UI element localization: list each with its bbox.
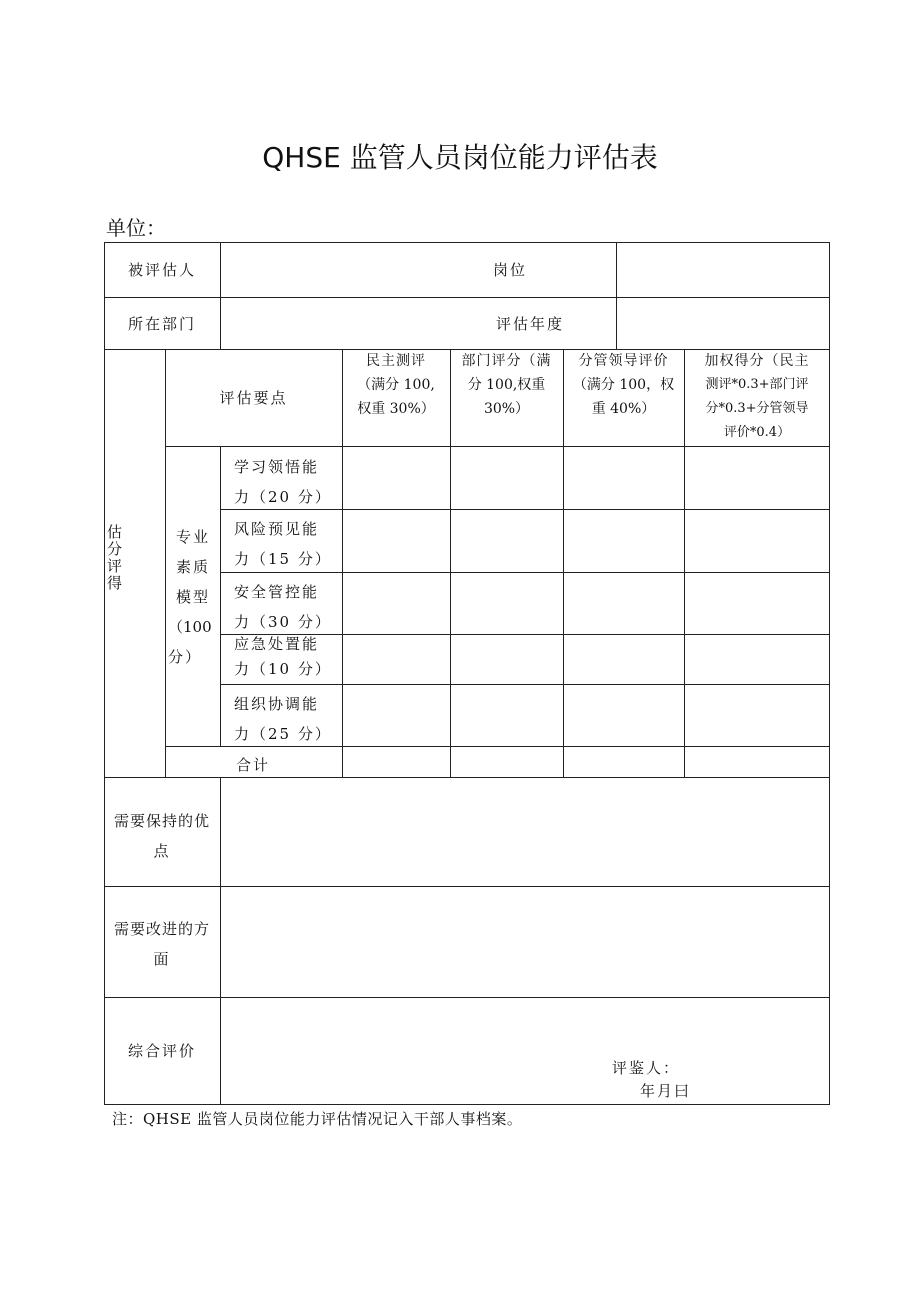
model-label: [168, 522, 220, 672]
item-row-1: [234, 452, 332, 512]
header-line: 30%）: [483, 401, 530, 417]
department-label: 所在部门: [127, 315, 196, 333]
grid-line: [616, 242, 617, 349]
header-line: 测评*0.3+部门评: [705, 377, 809, 392]
improvements-line: 面: [153, 950, 171, 968]
grid-line: [220, 777, 221, 1104]
item-label: 组织协调能: [234, 695, 320, 713]
header-line: 评价*0.4）: [723, 425, 791, 440]
item-row-4: [234, 632, 332, 682]
header-line: 分*0.3+分管领导: [705, 401, 809, 416]
item-row-3: [234, 577, 332, 637]
model-line: 分）: [168, 648, 203, 666]
header-line: （满分 100,: [357, 377, 435, 393]
leader-header: [563, 349, 684, 421]
grid-line: [220, 684, 830, 685]
header-line: 权重 30%）: [357, 401, 435, 417]
grid-line: [165, 349, 166, 777]
section-label-text: 估分评得: [107, 523, 123, 592]
header-line: 民主测评: [366, 353, 426, 369]
points-header: 评估要点: [219, 389, 288, 407]
grid-line: [220, 446, 221, 746]
model-line: 模型: [176, 588, 211, 606]
improvements-label: [104, 914, 220, 974]
strengths-line: 点: [153, 842, 171, 860]
item-label: 力（20 分）: [234, 488, 332, 506]
footer-note: 注：QHSE 监管人员岗位能力评估情况记入干部人事档案。: [112, 1110, 523, 1128]
grid-line: [104, 242, 105, 1105]
position-label: 岗位: [492, 261, 527, 279]
democratic-header: [342, 349, 450, 421]
item-label: 力（25 分）: [234, 725, 332, 743]
section-label: [107, 524, 127, 592]
unit-label: 单位：: [106, 216, 166, 240]
year-label: 评估年度: [495, 315, 564, 333]
model-line: 素质: [176, 558, 211, 576]
grid-line: [104, 997, 830, 998]
grid-line: [104, 1104, 830, 1105]
date-label: 年月曰: [640, 1082, 692, 1100]
header-line: 分 100,权重: [467, 377, 546, 393]
item-label: 力（10 分）: [234, 660, 332, 678]
grid-line: [104, 777, 830, 778]
item-label: 力（30 分）: [234, 613, 332, 631]
evaluatee-label: 被评估人: [127, 261, 196, 279]
total-label: 合计: [236, 756, 271, 774]
item-row-2: [234, 514, 332, 574]
header-line: 重 40%）: [591, 401, 656, 417]
header-line: 分管领导评价: [578, 353, 669, 369]
grid-line: [165, 446, 830, 447]
item-label: 安全管控能: [234, 583, 320, 601]
grid-line: [104, 297, 830, 298]
weighted-header: [684, 349, 830, 445]
evaluator-label: 评鉴人：: [612, 1059, 681, 1077]
item-label: 学习领悟能: [234, 458, 320, 476]
grid-line: [104, 242, 830, 243]
item-row-5: [234, 689, 332, 749]
header-line: 加权得分（民主: [704, 353, 810, 369]
header-line: 部门评分（满: [461, 353, 552, 369]
item-label: 风险预见能: [234, 520, 320, 538]
grid-line: [104, 886, 830, 887]
grid-line: [220, 242, 221, 349]
strengths-label: [104, 806, 220, 866]
model-line: （100: [168, 618, 212, 636]
strengths-line: 需要保持的优: [113, 812, 210, 830]
model-line: 专业: [176, 528, 211, 546]
improvements-line: 需要改进的方: [113, 920, 210, 938]
header-line: （满分 100，权: [572, 377, 675, 393]
overall-label: 综合评价: [127, 1042, 196, 1060]
item-label: 应急处置能: [234, 635, 320, 653]
item-label: 力（15 分）: [234, 550, 332, 568]
form-title: QHSE 监管人员岗位能力评估表: [262, 141, 658, 174]
department-header: [450, 349, 563, 421]
